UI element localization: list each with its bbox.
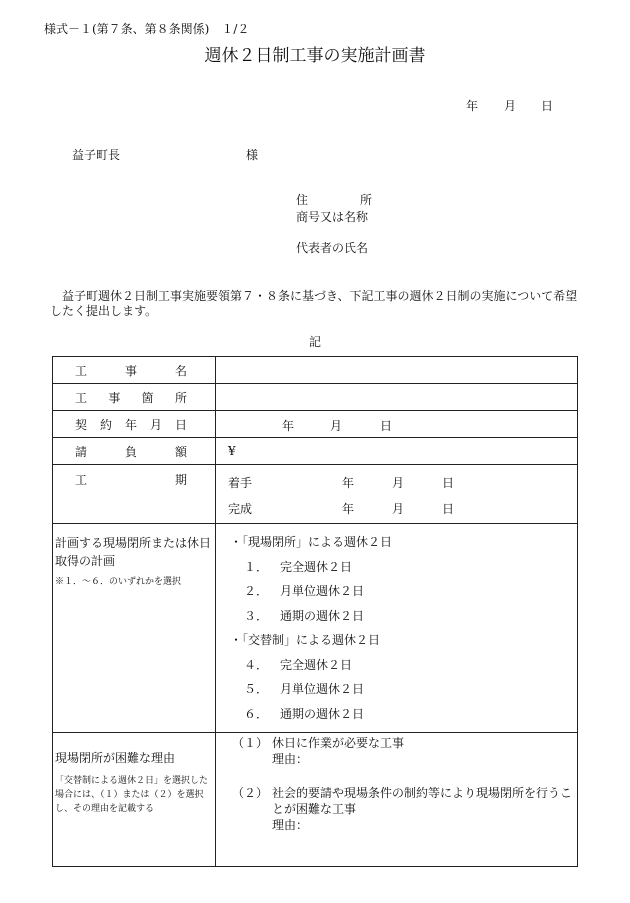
plan-note: ※１．～６．のいずれかを選択 xyxy=(55,577,182,587)
label-difficulty xyxy=(53,733,216,867)
contract-day-unit: 日 xyxy=(380,419,393,433)
difficulty-reason-1: 理由： xyxy=(272,752,309,766)
input-contract-amount[interactable] xyxy=(216,438,578,465)
form-code: 様式－１(第７条、第８条関係) １/２ xyxy=(44,22,250,36)
period-end-label: 完成 xyxy=(228,502,253,516)
row-contract-date xyxy=(53,411,578,438)
plan-option-2[interactable] xyxy=(230,579,577,604)
yen-symbol: ¥ xyxy=(228,444,236,458)
label-char: 箇 xyxy=(141,390,154,405)
row-work-location xyxy=(53,384,578,411)
option-text: 完全週休２日 xyxy=(280,559,353,574)
difficulty-reason-2: 理由： xyxy=(272,818,309,832)
plan-label: 計画する現場閉所または休日取得の計画 xyxy=(55,536,212,568)
plan-group-shift-system: ・「交替制」による週休２日 xyxy=(230,633,381,647)
option-number: ４． xyxy=(244,657,269,672)
applicant-address-label xyxy=(296,193,372,207)
label-work-name xyxy=(53,357,216,384)
difficulty-item-2[interactable] xyxy=(232,785,577,817)
difficulty-item-1[interactable] xyxy=(232,735,577,751)
difficulty-number: （１） xyxy=(232,736,269,750)
option-text: 月単位週休２日 xyxy=(280,584,365,598)
label-char: 契 xyxy=(75,417,88,432)
date-month-label: 月 xyxy=(504,99,517,113)
label-char: 負 xyxy=(124,444,137,459)
difficulty-text: 社会的要請や現場条件の制約等により現場閉所を行うことが困難な工事 xyxy=(272,786,573,816)
addressee-name: 益子町長 xyxy=(72,148,121,162)
label-char: 工 xyxy=(75,363,88,378)
difficulty-number: （２） xyxy=(232,786,269,800)
date-day-label: 日 xyxy=(541,99,554,113)
plan-option-5[interactable] xyxy=(230,677,577,702)
row-contract-amount xyxy=(53,438,578,465)
contract-month-unit: 月 xyxy=(330,419,343,433)
label-contract-amount xyxy=(53,438,216,465)
period-start-line xyxy=(216,468,577,494)
option-number: ５． xyxy=(244,682,269,696)
option-number: １． xyxy=(244,559,269,574)
period-start-day: 日 xyxy=(442,476,455,490)
period-start-month: 月 xyxy=(392,476,405,490)
ki-heading: 記 xyxy=(308,335,321,349)
label-char: 工 xyxy=(75,390,88,405)
plan-option-4[interactable] xyxy=(230,653,577,678)
applicant-company-label: 商号又は名称 xyxy=(296,210,369,224)
row-work-name xyxy=(53,357,578,384)
label-char: 請 xyxy=(75,444,88,459)
plan-options xyxy=(216,524,578,733)
row-plan xyxy=(53,524,578,733)
address-char: 所 xyxy=(359,193,372,207)
plan-group-site-closure: ・「現場閉所」による週休２日 xyxy=(230,535,393,549)
label-char: 日 xyxy=(174,417,187,432)
difficulty-content xyxy=(216,733,578,867)
plan-option-3[interactable] xyxy=(230,604,577,629)
difficulty-note: 「交替制による週休２日」を選択した場合には、（１）または（２）を選択し、その理由を記載する xyxy=(55,776,209,814)
option-text: 通期の週休２日 xyxy=(280,706,365,721)
option-text: 完全週休２日 xyxy=(280,657,353,672)
label-char: 約 xyxy=(99,417,112,432)
label-work-period xyxy=(53,465,216,524)
label-char: 期 xyxy=(174,473,187,487)
period-end-line xyxy=(216,494,577,520)
label-work-location xyxy=(53,384,216,411)
difficulty-label: 現場閉所が困難な理由 xyxy=(55,751,176,765)
option-text: 月単位週休２日 xyxy=(280,682,365,696)
label-plan xyxy=(53,524,216,733)
period-end-month: 月 xyxy=(392,502,405,516)
input-work-location[interactable] xyxy=(216,384,578,411)
period-start-year: 年 xyxy=(342,476,355,490)
label-char: 工 xyxy=(75,473,88,487)
document-title: 週休２日制工事の実施計画書 xyxy=(204,46,426,66)
label-char: 所 xyxy=(174,390,187,405)
label-char: 額 xyxy=(174,444,187,459)
option-number: ２． xyxy=(244,584,269,598)
input-work-period[interactable] xyxy=(216,465,578,524)
row-difficulty xyxy=(53,733,578,867)
label-char: 年 xyxy=(124,417,137,432)
option-text: 通期の週休２日 xyxy=(280,608,365,623)
input-contract-date[interactable] xyxy=(216,411,578,438)
label-char: 事 xyxy=(124,363,137,378)
addressee-honorific: 様 xyxy=(246,148,259,162)
label-char: 名 xyxy=(174,363,187,378)
date-year-label: 年 xyxy=(466,99,479,113)
label-char: 月 xyxy=(149,417,162,432)
plan-option-1[interactable] xyxy=(230,555,577,580)
address-char: 住 xyxy=(296,193,309,207)
period-start-label: 着手 xyxy=(228,476,253,490)
row-work-period xyxy=(53,465,578,524)
label-contract-date xyxy=(53,411,216,438)
option-number: ６． xyxy=(244,706,269,721)
plan-option-6[interactable] xyxy=(230,702,577,727)
period-end-day: 日 xyxy=(442,502,455,516)
plan-table xyxy=(52,356,578,867)
applicant-representative-label: 代表者の氏名 xyxy=(296,241,369,255)
option-number: ３． xyxy=(244,608,269,623)
input-work-name[interactable] xyxy=(216,357,578,384)
contract-year-unit: 年 xyxy=(282,419,295,433)
difficulty-text: 休日に作業が必要な工事 xyxy=(272,736,405,750)
period-end-year: 年 xyxy=(342,502,355,516)
intro-paragraph: 益子町週休２日制工事実施要領第７・８条に基づき、下記工事の週休２日制の実施について希望したく提出します。 xyxy=(50,289,578,318)
label-char: 事 xyxy=(108,390,121,405)
